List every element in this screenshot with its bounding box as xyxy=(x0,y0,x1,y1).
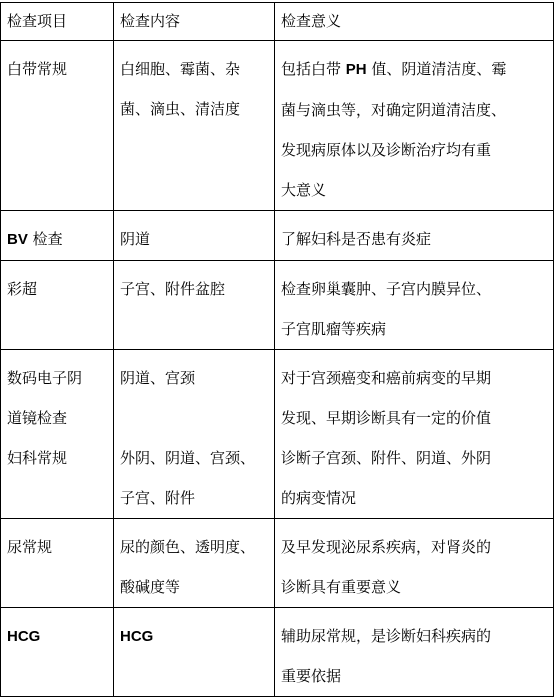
table-header-row xyxy=(1,3,554,41)
content-line: 菌、滴虫、清洁度 xyxy=(120,100,241,118)
table-row xyxy=(1,41,554,211)
row-content xyxy=(114,41,275,211)
content-line: 白细胞、霉菌、杂 xyxy=(120,60,241,78)
meaning-line: 的病变情况 xyxy=(281,489,357,507)
meaning-line: 发现病原体以及诊断治疗均有重 xyxy=(281,141,492,159)
meaning-line: 对于宫颈癌变和癌前病变的早期 xyxy=(281,369,492,387)
meaning-line: 诊断具有重要意义 xyxy=(281,578,402,596)
row-meaning xyxy=(275,211,554,261)
item-line: 妇科常规 xyxy=(7,449,68,467)
row-item xyxy=(1,350,114,519)
row-content xyxy=(114,261,275,350)
content-line: 酸碱度等 xyxy=(120,578,181,596)
header-content: 检查内容 xyxy=(114,3,275,41)
content-line: 尿的颜色、透明度、 xyxy=(120,538,256,556)
meaning-bold-text: PH xyxy=(345,61,367,78)
header-meaning: 检查意义 xyxy=(275,3,554,41)
item-line: 数码电子阴 xyxy=(7,369,83,387)
meaning-line: 检查卵巢囊肿、子宫内膜异位、 xyxy=(281,280,492,298)
meaning-text: 包括白带 xyxy=(281,60,346,78)
header-item: 检查项目 xyxy=(1,3,114,41)
content-line: 子宫、附件 xyxy=(120,489,196,507)
meaning-line: 辅助尿常规，是诊断妇科疾病的 xyxy=(281,627,492,645)
row-item: 尿常规 xyxy=(1,519,114,608)
row-item xyxy=(1,608,114,697)
row-meaning xyxy=(275,41,554,211)
row-item: 彩超 xyxy=(1,261,114,350)
item-line: 道镜检查 xyxy=(7,409,68,427)
table-row xyxy=(1,519,554,608)
row-content xyxy=(114,608,275,697)
meaning-line: 大意义 xyxy=(281,181,327,199)
content-line: 子宫、附件盆腔 xyxy=(120,280,226,298)
content-bold-text: HCG xyxy=(120,628,154,645)
row-meaning xyxy=(275,519,554,608)
meaning-text: 值、阴道清洁度、霉 xyxy=(366,60,507,78)
row-content xyxy=(114,350,275,519)
meaning-line: 了解妇科是否患有炎症 xyxy=(281,230,432,248)
row-item: 白带常规 xyxy=(1,41,114,211)
content-spacer xyxy=(120,398,268,438)
meaning-line: 菌与滴虫等，对确定阴道清洁度、 xyxy=(281,101,507,119)
row-content xyxy=(114,211,275,261)
meaning-line xyxy=(281,49,547,90)
table-row xyxy=(1,261,554,350)
item-text: 检查 xyxy=(27,230,63,248)
table-row xyxy=(1,350,554,519)
row-meaning xyxy=(275,608,554,697)
table-row xyxy=(1,608,554,697)
row-content xyxy=(114,519,275,608)
meaning-line: 及早发现泌尿系疾病，对肾炎的 xyxy=(281,538,492,556)
item-bold-text: BV xyxy=(7,231,28,248)
row-item xyxy=(1,211,114,261)
content-line: 阴道、宫颈 xyxy=(120,369,196,387)
meaning-line: 发现、早期诊断具有一定的价值 xyxy=(281,409,492,427)
meaning-line: 诊断子宫颈、附件、阴道、外阴 xyxy=(281,449,492,467)
item-bold-text: HCG xyxy=(7,628,41,645)
table-row xyxy=(1,211,554,261)
meaning-line: 子宫肌瘤等疾病 xyxy=(281,320,387,338)
meaning-line: 重要依据 xyxy=(281,667,342,685)
row-meaning xyxy=(275,350,554,519)
exam-table xyxy=(0,2,554,697)
content-line: 外阴、阴道、宫颈、 xyxy=(120,449,256,467)
row-meaning xyxy=(275,261,554,350)
content-line: 阴道 xyxy=(120,230,151,248)
